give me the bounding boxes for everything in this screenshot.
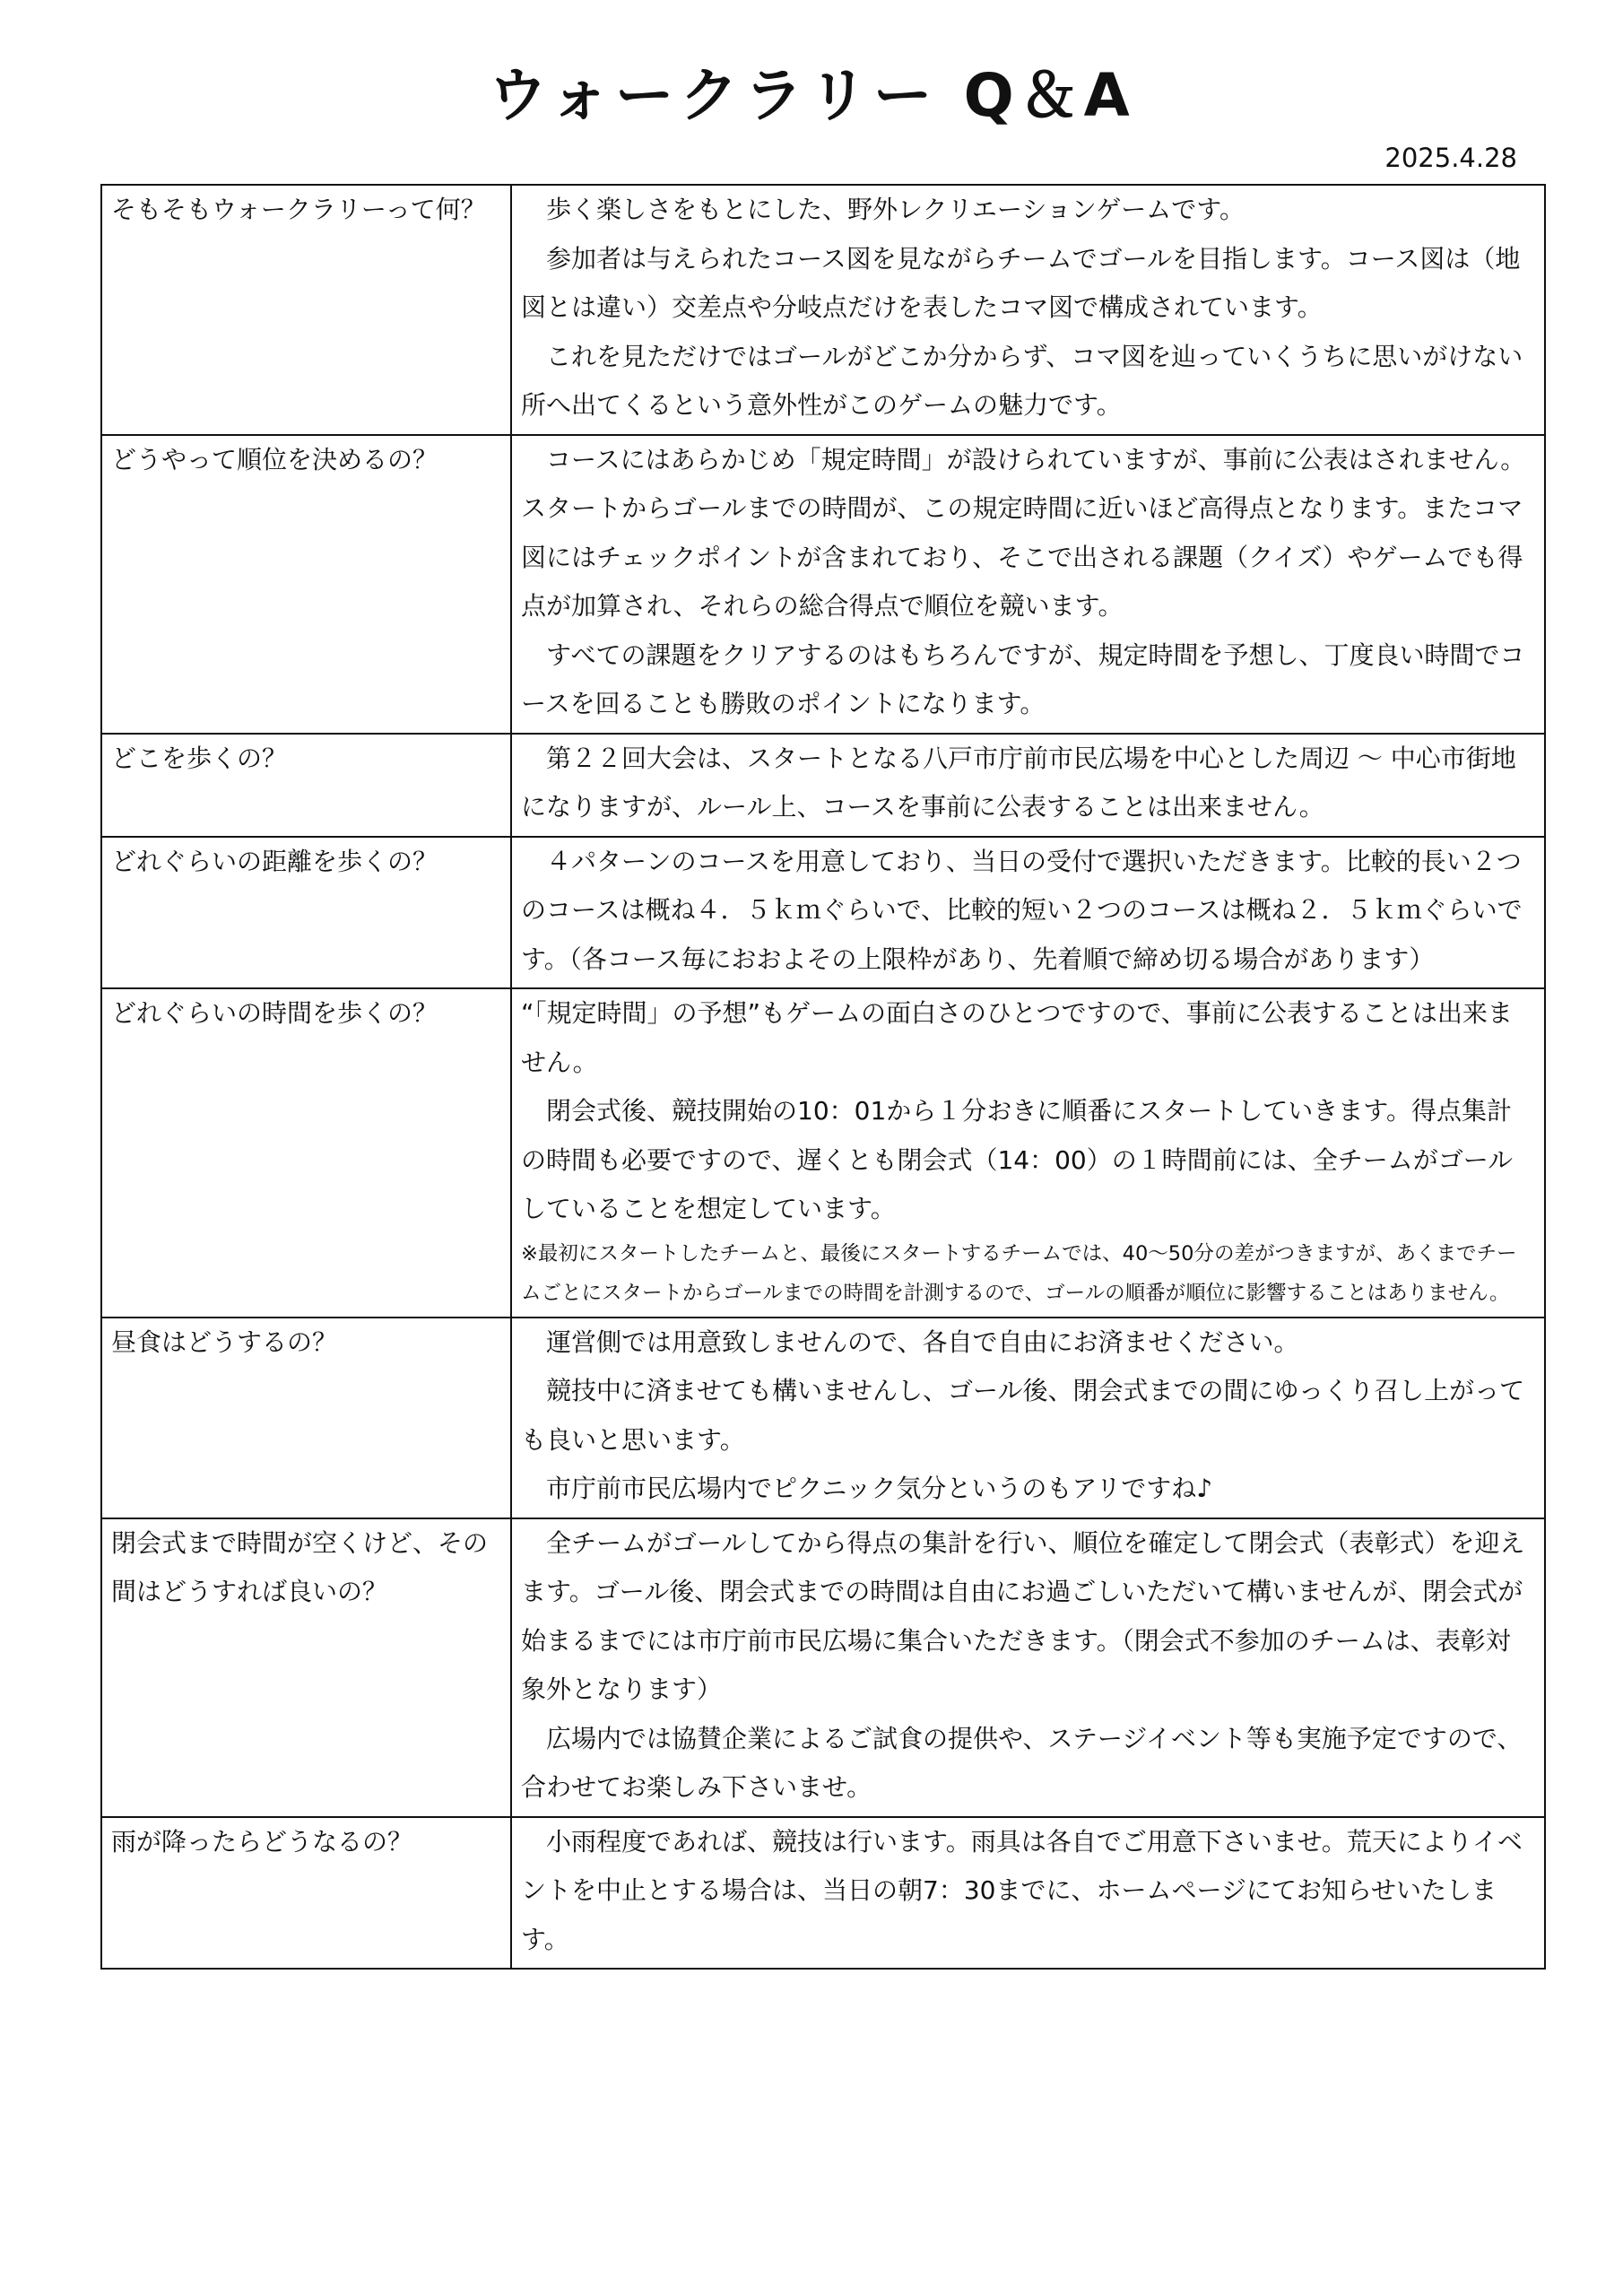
answer-cell — [511, 1817, 1545, 1970]
question-cell: 雨が降ったらどうなるの？ — [101, 1817, 511, 1970]
document-date: 2025.4.28 — [1384, 143, 1517, 173]
qa-row — [101, 435, 1545, 734]
question-cell: どれぐらいの距離を歩くの？ — [101, 837, 511, 989]
answer-paragraph: 第２２回大会は、スタートとなる八戸市庁前市民広場を中心とした周辺 〜 中心市街地になりますが、ルール上、コースを事前に公表することは出来ません。 — [521, 743, 1516, 822]
qa-table — [100, 184, 1546, 1970]
answer-paragraph: 参加者は与えられたコース図を見ながらチームでゴールを目指します。コース図は（地図とは違い）交差点や分岐点だけを表したコマ図で構成されています。 — [521, 243, 1521, 322]
answer-cell — [511, 435, 1545, 734]
qa-table-body — [101, 185, 1545, 1969]
answer-cell — [511, 185, 1545, 435]
answer-paragraph: コースにはあらかじめ「規定時間」が設けられていますが、事前に公表はされません。スタートからゴールまでの時間が、この規定時間に近いほど高得点となります。またコマ図にはチェックポイントが含まれており、そこで出される課題（クイズ）やゲームでも得点が加算され、それらの総合得点で順位を競います。 — [521, 444, 1526, 621]
answer-paragraph: ４パターンのコースを用意しており、当日の受付で選択いただきます。比較的長い２つのコースは概ね４．５ｋｍぐらいで、比較的短い２つのコースは概ね２．５ｋｍぐらいです。（各コース毎におおよその上限枠があり、先着順で締め切る場合があります） — [521, 846, 1523, 974]
answer-cell — [511, 1318, 1545, 1518]
qa-row — [101, 988, 1545, 1318]
answer-cell — [511, 837, 1545, 989]
answer-paragraph: “「規定時間」の予想”もゲームの面白さのひとつですので、事前に公表することは出来ません。 — [521, 998, 1513, 1077]
qa-row — [101, 1518, 1545, 1817]
qa-row — [101, 837, 1545, 989]
answer-paragraph: 市庁前市民広場内でピクニック気分というのもアリですね♪ — [546, 1474, 1213, 1503]
answer-note: ※最初にスタートしたチームと、最後にスタートするチームでは、40〜50分の差がつきますが、あくまでチームごとにスタートからゴールまでの時間を計測するので、ゴールの順番が順位に影響することはありません。 — [521, 1241, 1517, 1305]
question-cell: 閉会式まで時間が空くけど、その間はどうすれば良いの？ — [101, 1518, 511, 1817]
answer-paragraph: 運営側では用意致しませんので、各自で自由にお済ませください。 — [546, 1326, 1299, 1357]
answer-paragraph: 競技中に済ませても構いませんし、ゴール後、閉会式までの間にゆっくり召し上がっても良いと思います。 — [521, 1376, 1525, 1455]
answer-cell — [511, 988, 1545, 1318]
answer-paragraph: 小雨程度であれば、競技は行います。雨具は各自でご用意下さいませ。荒天によりイベントを中止とする場合は、当日の朝7：30までに、ホームページにてお知らせいたします。 — [521, 1826, 1523, 1954]
page-title: ウォークラリー Q＆A — [488, 61, 1135, 130]
answer-cell — [511, 734, 1545, 837]
question-cell: 昼食はどうするの？ — [101, 1318, 511, 1518]
answer-paragraph: 全チームがゴールしてから得点の集計を行い、順位を確定して閉会式（表彰式）を迎えます。ゴール後、閉会式までの時間は自由にお過ごしいただいて構いませんが、閉会式が始まるまでには市庁前市民広場に集合いただきます。（閉会式不参加のチームは、表彰対象外となります） — [521, 1527, 1525, 1704]
answer-paragraph: 閉会式後、競技開始の10：01から１分おきに順番にスタートしていきます。得点集計の時間も必要ですので、遅くとも閉会式（14：00）の１時間前には、全チームがゴールしていることを想定しています。 — [521, 1096, 1514, 1223]
question-cell: どれぐらいの時間を歩くの？ — [101, 988, 511, 1318]
qa-row — [101, 1318, 1545, 1518]
answer-paragraph: 歩く楽しさをもとにした、野外レクリエーションゲームです。 — [546, 195, 1245, 224]
question-cell: そもそもウォークラリーって何？ — [101, 185, 511, 435]
answer-paragraph: 広場内では協賛企業によるご試食の提供や、ステージイベント等も実施予定ですので、合わせてお楽しみ下さいませ。 — [521, 1723, 1523, 1802]
qa-row — [101, 1817, 1545, 1970]
question-cell: どこを歩くの？ — [101, 734, 511, 837]
question-cell: どうやって順位を決めるの？ — [101, 435, 511, 734]
answer-cell — [511, 1518, 1545, 1817]
answer-paragraph: これを見ただけではゴールがどこか分からず、コマ図を辿っていくうちに思いがけない所へ出てくるという意外性がこのゲームの魅力です。 — [521, 341, 1523, 420]
qa-row — [101, 185, 1545, 435]
answer-paragraph: すべての課題をクリアするのはもちろんですが、規定時間を予想し、丁度良い時間でコースを回ることも勝敗のポイントになります。 — [521, 639, 1525, 718]
qa-row — [101, 734, 1545, 837]
